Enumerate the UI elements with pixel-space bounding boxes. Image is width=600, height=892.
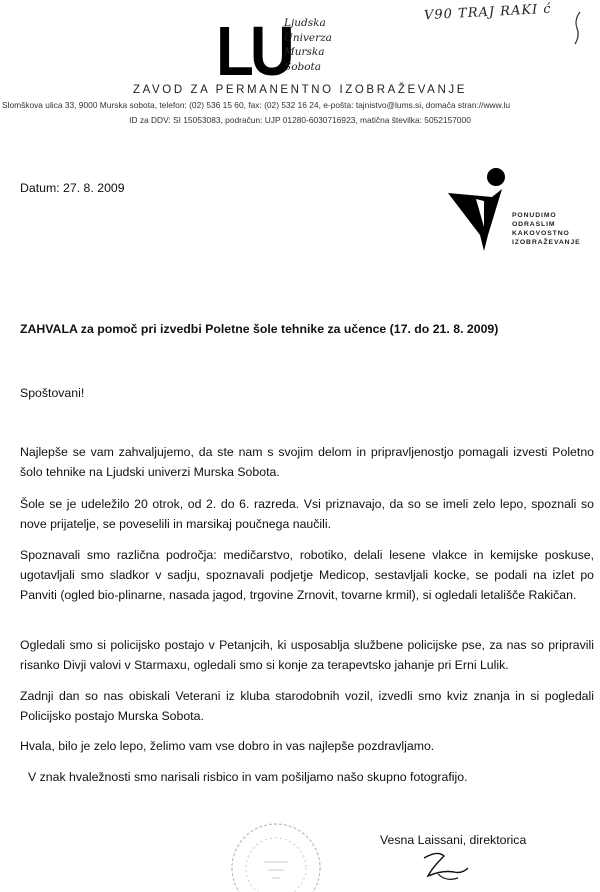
logo-line: Ljudska xyxy=(284,17,326,29)
letter-subject: ZAHVALA za pomoč pri izvedbi Poletne šole tehnike za učence (17. do 21. 8. 2009) xyxy=(20,322,499,336)
paragraph: Hvala, bilo je zelo lepo, želimo vam vse dobro in vas najlepše pozdravljamo. xyxy=(20,739,435,753)
paragraph: Najlepše se vam zahvaljujemo, da ste nam s svojim delom in pripravljenostjo pomagali izvesti Poletno šolo tehnike na Ljudski univerzi Murska Sobota. xyxy=(20,445,594,479)
organization-name: ZAVOD ZA PERMANENTNO IZOBRAŽEVANJE xyxy=(133,84,467,96)
signatory-name: Vesna Laissani, direktorica xyxy=(380,833,527,847)
badge-line: KAKOVOSTNO xyxy=(512,230,570,237)
signature-icon xyxy=(418,848,478,884)
official-stamp-icon xyxy=(214,810,334,892)
handwritten-note: V90 TRAJ RAKI ć xyxy=(423,1,553,24)
badge-line: PONUDIMO xyxy=(512,212,557,219)
badge-line: IZOBRAŽEVANJE xyxy=(512,239,581,246)
corner-scribble-icon xyxy=(571,10,583,46)
logo-script-text xyxy=(284,16,332,74)
logo xyxy=(216,13,332,91)
letter-date: Datum: 27. 8. 2009 xyxy=(20,181,125,195)
badge-slogan xyxy=(512,211,581,247)
registration-ids: ID za DDV: SI 15053083, podračun: UJP 01280-6030716923, matična številka: 5052157000 xyxy=(129,115,471,125)
logo-letters: LU xyxy=(216,13,291,91)
badge-line: ODRASLIM xyxy=(512,221,556,228)
logo-line: Sobota xyxy=(284,60,322,73)
paragraph: Spoznavali smo različna področja: medičarstvo, robotiko, delali lesene vlakce in kemijske poskuse, ugotavljali smo sladkor v sadju, spoznavali podjetje Medicop, sestavljali kocke, se podali na izlet po Panviti (ogled bio-plinarne, nasada jagod, trgovine Zrnovit, tovarne krmil), si ogledali letališče Rakičan. xyxy=(20,548,594,602)
logo-line: Murska xyxy=(284,46,325,58)
logo-line: Univerza xyxy=(284,31,332,44)
letter-greeting: Spoštovani! xyxy=(20,386,85,400)
paragraph: V znak hvaležnosti smo narisali risbico in vam pošiljamo našo skupno fotografijo. xyxy=(28,770,468,784)
badge-logo-icon xyxy=(446,165,516,255)
address-line: Slomškova ulica 33, 9000 Murska sobota, telefon: (02) 536 15 60, fax: (02) 532 16 24, e-pošta: tajnistvo@lums.si, domača stran://www.lu xyxy=(2,100,511,110)
paragraph: Zadnji dan so nas obiskali Veterani iz kluba starodobnih vozil, izvedli smo kviz znanja in si pogledali Policijsko postajo Murska Sobota. xyxy=(20,689,594,723)
paragraph: Ogledali smo si policijsko postajo v Petanjcih, ki usposablja službene policijske pse, za nas so pripravili risanko Divji valovi v Starmaxu, ogledali smo si konje za terapevtsko jahanje pri Erni Lulik. xyxy=(20,638,594,672)
paragraph: Šole se je udeležilo 20 otrok, od 2. do 6. razreda. Vsi priznavajo, da so se imeli zelo lepo, spoznali so nove prijatelje, se poveselili in marsikaj poučnega naučili. xyxy=(20,497,594,531)
